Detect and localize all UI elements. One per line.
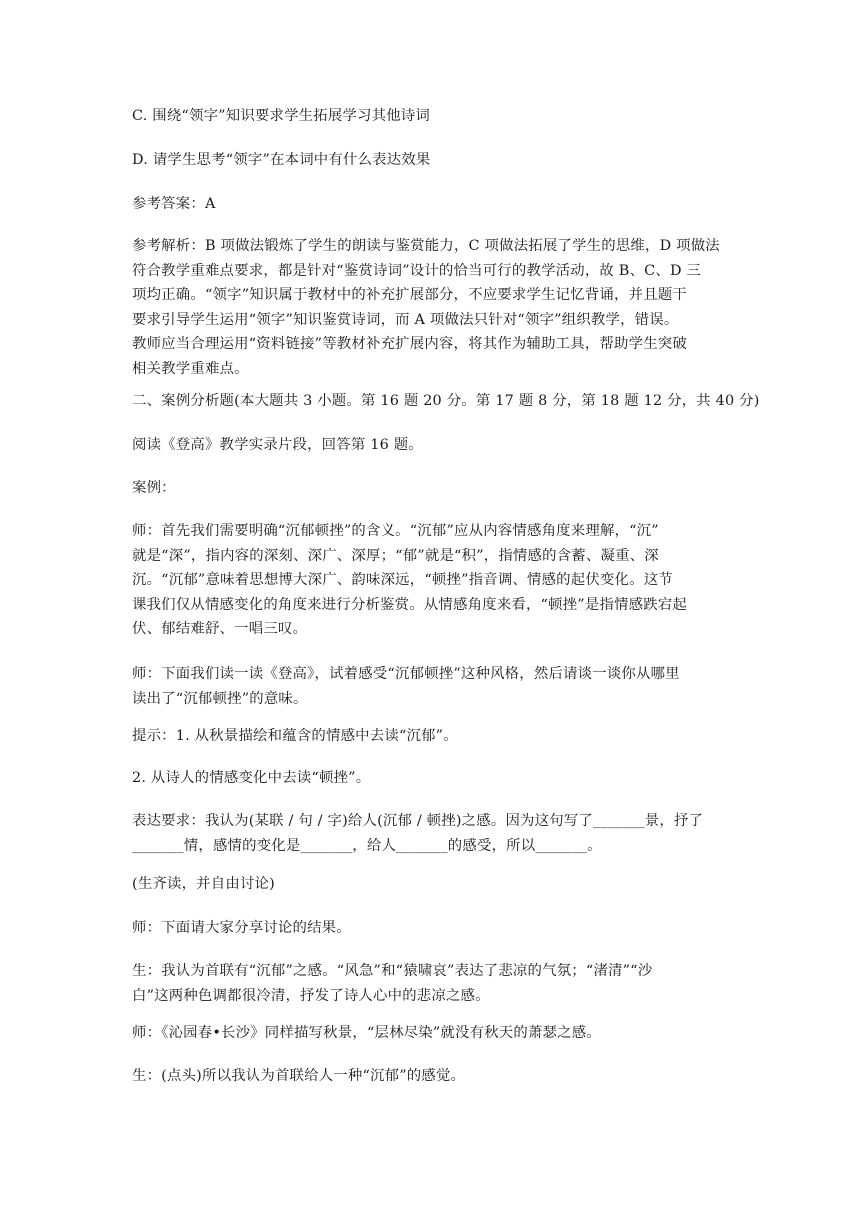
text-line: _______情，感情的变化是_______，给人_______的感受，所以_______。 (132, 837, 602, 854)
text-line: 伏、郁结难舒、一唱三叹。 (132, 621, 308, 637)
paragraph (132, 519, 734, 642)
text-line: 二、案例分析题(本大题共 3 小题。第 16 题 20 分。第 17 题 8 分，第 18 题 12 分，共 40 分) (132, 393, 760, 409)
text-line: 表达要求：我认为(某联 / 句 / 字)给人(沉郁 / 顿挫)之感。因为这句写了_______景，抒了 (132, 813, 704, 829)
text-line: 师：下面我们读一读《登高》，试着感受“沉郁顿挫”这种风格，然后请谈一谈你从哪里 (132, 666, 680, 682)
text-line: C. 围绕“领字”知识要求学生拓展学习其他诗词 (132, 108, 430, 124)
text-line: 课我们仅从情感变化的角度来进行分析鉴赏。从情感角度来看，“顿挫”是指情感跌宕起 (132, 596, 687, 613)
text-line: 参考答案：A (132, 196, 216, 212)
text-line: 生：(点头)所以我认为首联给人一种“沉郁”的感觉。 (132, 1068, 466, 1084)
text-line: 生：我认为首联有“沉郁”之感。“风急”和“猿啸哀”表达了悲凉的气氛；“渚清”“沙 (132, 963, 653, 979)
text-line: 沉。“沉郁”意味着思想博大深广、韵味深远，“顿挫”指音调、情感的起伏变化。这节 (132, 572, 673, 588)
paragraph (132, 959, 734, 1008)
text-line: 符合教学重难点要求，都是针对“鉴赏诗词”设计的恰当可行的教学活动，故 B、C、D 三 (132, 262, 702, 279)
text-line: 案例： (132, 480, 176, 496)
paragraph (132, 662, 734, 711)
paragraph (132, 192, 734, 217)
paragraph (132, 1021, 734, 1046)
text-line: 就是“深”，指内容的深刻、深广、深厚；“郁”就是“积”，指情感的含蓄、凝重、深 (132, 547, 659, 564)
text-line: 教师应当合理运用“资料链接”等教材补充扩展内容，将其作为辅助工具，帮助学生突破 (132, 336, 687, 352)
paragraph (132, 234, 734, 381)
paragraph (132, 724, 734, 749)
paragraph (132, 148, 734, 173)
paragraph (132, 872, 734, 897)
text-line: 2. 从诗人的情感变化中去读“顿挫”。 (132, 770, 371, 786)
paragraph (132, 809, 734, 858)
text-line: 相关教学重难点。 (132, 360, 249, 377)
text-line: 师：《沁园春•长沙》同样描写秋景，“层林尽染”就没有秋天的萧瑟之感。 (132, 1025, 601, 1041)
text-line: 师：首先我们需要明确“沉郁顿挫”的含义。“沉郁”应从内容情感角度来理解，“沉” (132, 523, 659, 539)
paragraph (132, 433, 734, 458)
text-line: D. 请学生思考“领字”在本词中有什么表达效果 (132, 152, 431, 168)
paragraph (132, 766, 734, 791)
text-line: 白”这两种色调都很冷清，抒发了诗人心中的悲凉之感。 (132, 987, 490, 1004)
text-line: 师：下面请大家分享讨论的结果。 (132, 920, 351, 936)
text-line: 读出了“沉郁顿挫”的意味。 (132, 690, 308, 707)
text-line: 阅读《登高》教学实录片段，回答第 16 题。 (132, 437, 423, 453)
paragraph (132, 916, 734, 941)
paragraph (132, 389, 760, 414)
text-line: 要求引导学生运用“领字”知识鉴赏诗词，而 A 项做法只针对“领字”组织教学，错误。 (132, 311, 679, 328)
text-line: 提示：1. 从秋景描绘和蕴含的情感中去读“沉郁”。 (132, 728, 458, 744)
text-line: (生齐读，并自由讨论) (132, 876, 275, 892)
paragraph (132, 476, 734, 501)
text-line: 项均正确。“领字”知识属于教材中的补充扩展部分，不应要求学生记忆背诵，并且题干 (132, 287, 687, 303)
text-line: 参考解析：B 项做法锻炼了学生的朗读与鉴赏能力，C 项做法拓展了学生的思维，D 项做法 (132, 238, 720, 254)
paragraph (132, 104, 734, 129)
paragraph (132, 1064, 734, 1089)
